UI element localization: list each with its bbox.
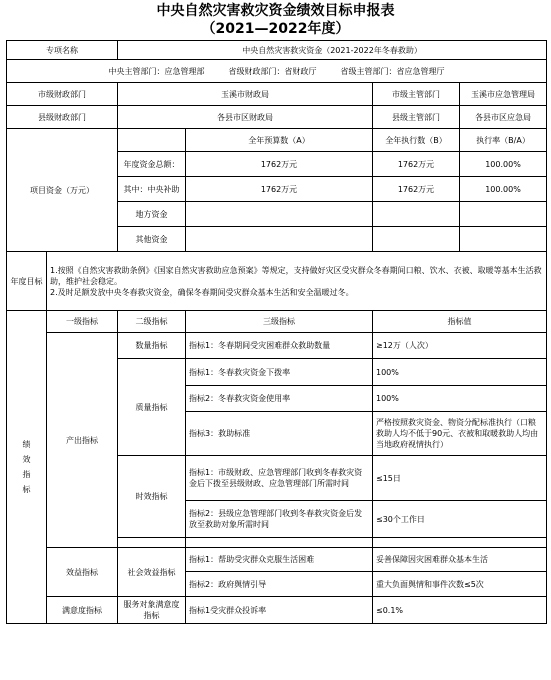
indicator-value: 100% — [373, 359, 547, 386]
project-name-label: 专项名称 — [7, 41, 118, 60]
funds-row-rate — [460, 202, 547, 227]
social-benefit-indicator: 社会效益指标 — [118, 548, 186, 597]
indicator-value: 100% — [373, 386, 547, 412]
level3-header: 三级指标 — [186, 311, 373, 333]
indicator-value: ≤15日 — [373, 456, 547, 501]
indicator-name: 指标1：冬春期间受灾困难群众救助数量 — [186, 333, 373, 359]
indicator-value: ≥12万（人次） — [373, 333, 547, 359]
indicator-value: 妥善保障因灾困难群众基本生活 — [373, 548, 547, 572]
city-dept-value: 玉溪市应急管理局 — [460, 83, 547, 106]
rate-header: 执行率（B/A） — [460, 129, 547, 152]
city-finance-value: 玉溪市财政局 — [118, 83, 373, 106]
annual-goal-text — [47, 252, 547, 311]
funds-row-exec — [373, 227, 460, 252]
form-title: 中央自然灾害救灾资金绩效目标申报表 — [156, 3, 395, 19]
level2-header: 二级指标 — [118, 311, 186, 333]
funds-row-rate — [460, 227, 547, 252]
indicator-value: 严格按照救灾资金、物资分配标准执行（口粮救助人均不低于90元、衣被和取暖救助人均由当地政府视情执行） — [373, 412, 547, 456]
indicator-value: 重大负面舆情和事件次数≤5次 — [373, 572, 547, 597]
benefit-indicator: 效益指标 — [47, 548, 118, 597]
indicator-name: 指标2：政府舆情引导 — [186, 572, 373, 597]
authority-line: 中央主管部门：应急管理部 省级财政部门：省财政厅 省级主管部门：省应急管理厅 — [7, 60, 547, 83]
quality-indicator: 质量指标 — [118, 359, 186, 456]
indicator-name: 指标3：救助标准 — [186, 412, 373, 456]
indicators-section-text: 绩效指标 — [22, 440, 31, 494]
output-indicator: 产出指标 — [47, 333, 118, 548]
indicator-value: ≤30个工作日 — [373, 501, 547, 538]
funds-row-rate: 100.00% — [460, 177, 547, 202]
indicator-name: 指标1：帮助受灾群众克服生活困难 — [186, 548, 373, 572]
funds-row-label: 年度资金总额： — [118, 152, 186, 177]
indicator-name: 指标1受灾群众投诉率 — [186, 597, 373, 624]
funds-row-label: 其他资金 — [118, 227, 186, 252]
county-finance-value: 各县市区财政局 — [118, 106, 373, 129]
county-finance-label: 县级财政部门 — [7, 106, 118, 129]
indicator-name: 指标2：冬春救灾资金使用率 — [186, 386, 373, 412]
quantity-indicator: 数量指标 — [118, 333, 186, 359]
funds-row-budget: 1762万元 — [186, 152, 373, 177]
value-header: 指标值 — [373, 311, 547, 333]
form-subtitle: （2021—2022年度） — [201, 21, 350, 37]
indicator-name: 指标1：冬春救灾资金下拨率 — [186, 359, 373, 386]
city-finance-label: 市级财政部门 — [7, 83, 118, 106]
city-dept-label: 市级主管部门 — [373, 83, 460, 106]
funds-row-budget: 1762万元 — [186, 177, 373, 202]
timeliness-indicator: 时效指标 — [118, 456, 186, 538]
funds-row-exec: 1762万元 — [373, 177, 460, 202]
funds-row-label: 地方资金 — [118, 202, 186, 227]
exec-header: 全年执行数（B） — [373, 129, 460, 152]
annual-goal-item-2: 2.及时足额发放中央冬春救灾资金，确保冬春期间受灾群众基本生活和安全温暖过冬。 — [50, 287, 354, 297]
funds-row-budget — [186, 202, 373, 227]
level1-header: 一级指标 — [47, 311, 118, 333]
indicators-section-label — [7, 311, 47, 624]
annual-goal-label: 年度目标 — [7, 252, 47, 311]
budget-header: 全年预算数（A） — [186, 129, 373, 152]
funds-row-exec — [373, 202, 460, 227]
funds-row-rate: 100.00% — [460, 152, 547, 177]
satisfaction-indicator: 满意度指标 — [47, 597, 118, 624]
project-name-value: 中央自然灾害救灾资金（2021-2022年冬春救助） — [118, 41, 547, 60]
funds-row-label: 其中：中央补助 — [118, 177, 186, 202]
county-dept-label: 县级主管部门 — [373, 106, 460, 129]
indicator-value: ≤0.1% — [373, 597, 547, 624]
annual-goal-item-1: 1.按照《自然灾害救助条例》《国家自然灾害救助应急预案》等规定，支持做好灾区受灾群众冬春期间口粮、饮水、衣被、取暖等基本生活救助，维护社会稳定。 — [50, 265, 542, 286]
funds-label: 项目资金（万元） — [7, 129, 118, 252]
county-dept-value: 各县市区应急局 — [460, 106, 547, 129]
indicator-name: 指标2：县级应急管理部门收到冬春救灾资金后发放至救助对象所需时间 — [186, 501, 373, 538]
funds-row-budget — [186, 227, 373, 252]
performance-form-table — [6, 40, 547, 624]
service-satisfaction-indicator: 服务对象满意度指标 — [118, 597, 186, 624]
funds-row-exec: 1762万元 — [373, 152, 460, 177]
indicator-name: 指标1：市级财政、应急管理部门收到冬春救灾资金后下拨至县级财政、应急管理部门所需时间 — [186, 456, 373, 501]
